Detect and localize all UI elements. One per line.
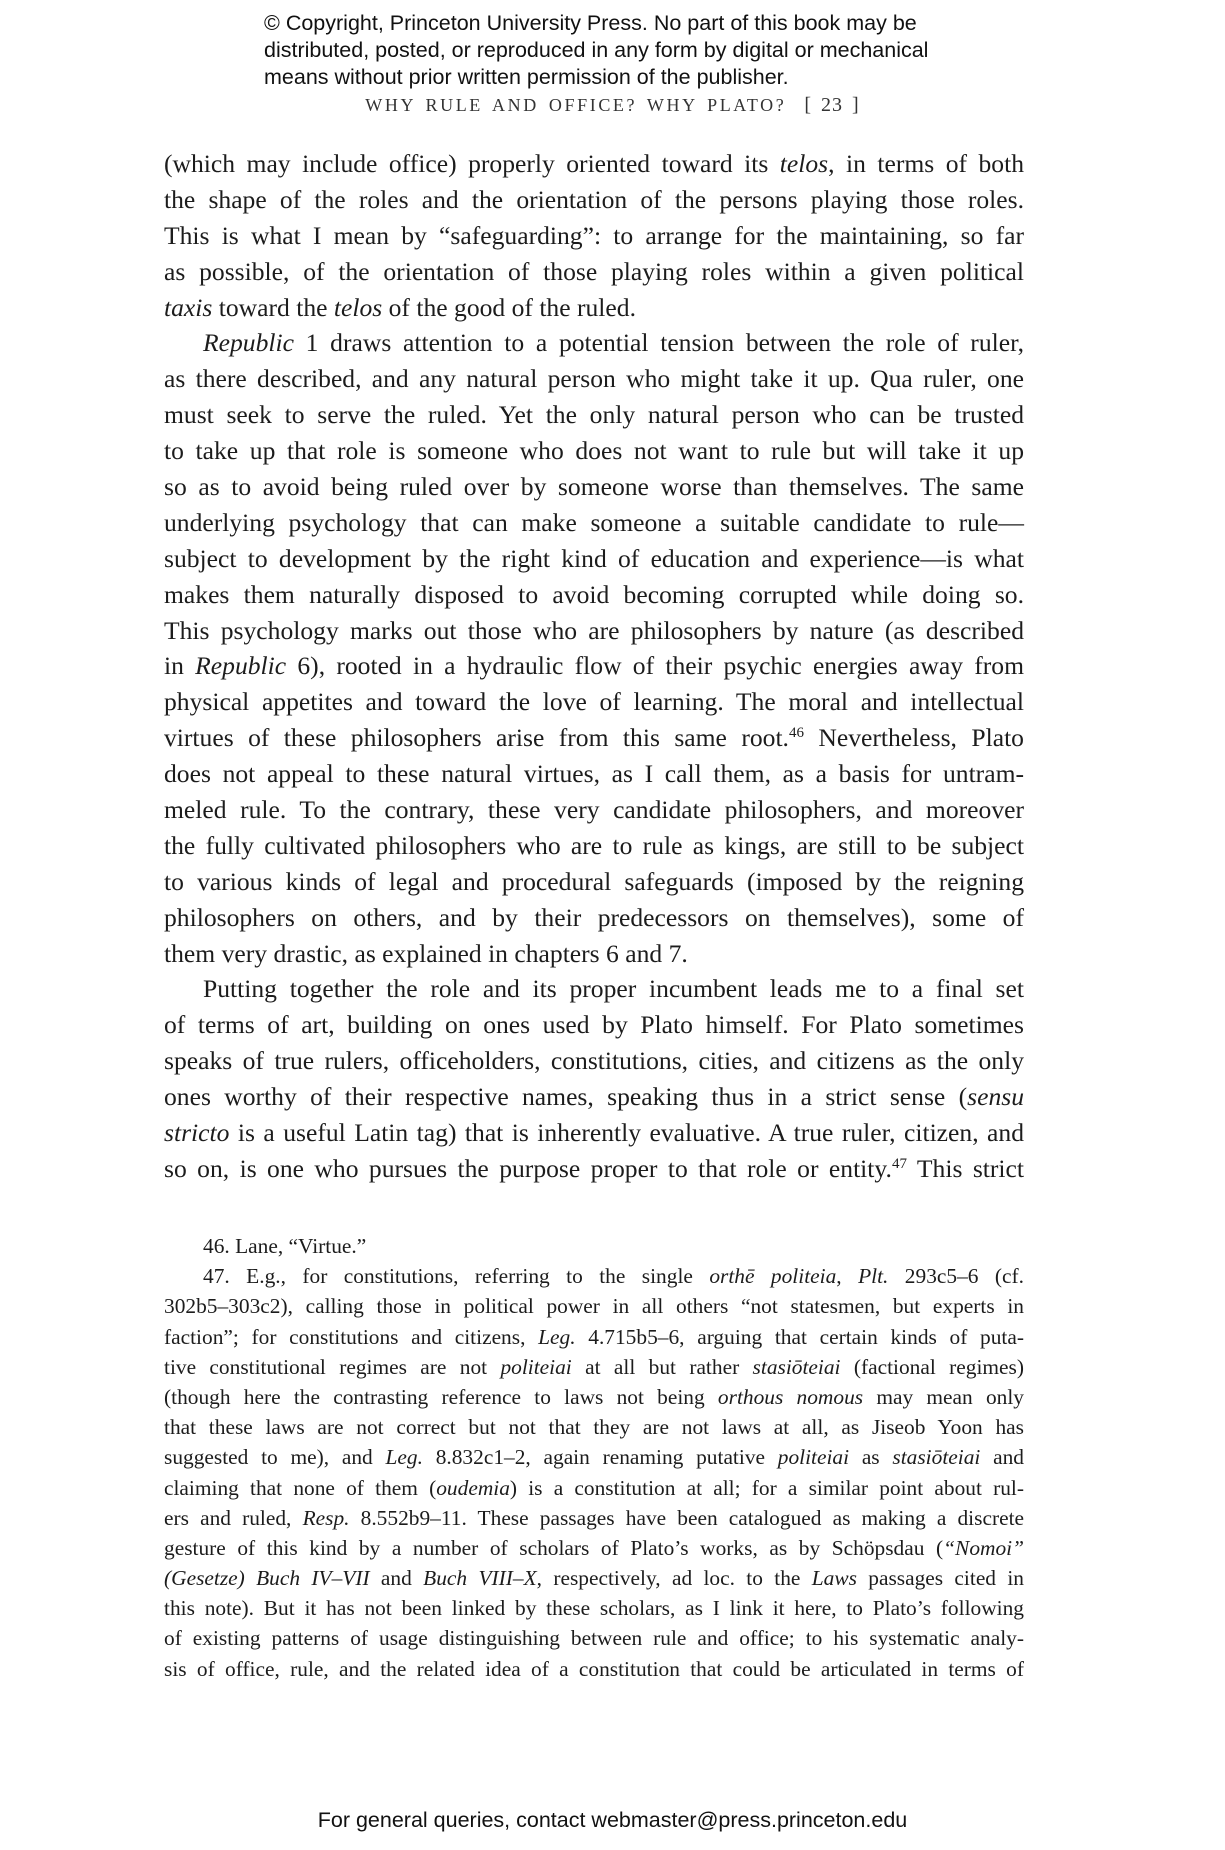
- footnote-line: claiming that none of them (oudemia) is a constitution at all; for a similar point about rul-: [164, 1475, 1024, 1500]
- body-line: in Republic 6), rooted in a hydraulic flow of their psychic energies away from: [164, 651, 1024, 681]
- footnote-line: (though here the contrasting reference to laws not being orthous nomous may mean only: [164, 1384, 1024, 1409]
- body-line: makes them naturally disposed to avoid becoming corrupted while doing so.: [164, 579, 1024, 609]
- body-line: meled rule. To the contrary, these very candidate philosophers, and moreover: [164, 795, 1024, 825]
- body-line: philosophers on others, and by their predecessors on themselves), some of: [164, 902, 1024, 932]
- body-line: of terms of art, building on ones used by Plato himself. For Plato sometimes: [164, 1010, 1024, 1040]
- footnote-line: gesture of this kind by a number of scholars of Plato’s works, as by Schöpsdau (“Nomoi”: [164, 1535, 1024, 1560]
- body-line: the shape of the roles and the orientation of the persons playing those roles.: [164, 184, 1024, 214]
- footnote-line: 302b5–303c2), calling those in political power in all others “not statesmen, but experts in: [164, 1294, 1024, 1319]
- footnote-line: ers and ruled, Resp. 8.552b9–11. These passages have been catalogued as making a discrete: [164, 1505, 1025, 1530]
- footnote-line: this note). But it has not been linked by these scholars, as I link it here, to Plato’s following: [164, 1596, 1024, 1621]
- body-line: so on, is one who pursues the purpose proper to that role or entity.$^{47}$ This strict: [164, 1153, 1024, 1183]
- body-line: so as to avoid being ruled over by someone worse than themselves. The same: [164, 472, 1024, 502]
- body-line: Putting together the role and its proper incumbent leads me to a final set: [203, 974, 1024, 1004]
- footnote-line: 47. E.g., for constitutions, referring to the single orthē politeia, Plt. 293c5–6 (cf.: [203, 1264, 1024, 1289]
- body-line: speaks of true rulers, officeholders, constitutions, cities, and citizens as the only: [164, 1046, 1024, 1076]
- footnote-line: of existing patterns of usage distinguishing between rule and office; to his systematic analy-: [164, 1626, 1024, 1651]
- running-head-title: WHY RULE AND OFFICE? WHY PLATO?: [365, 95, 787, 115]
- footnote-line: (Gesetze) Buch IV–VII and Buch VIII–X, respectively, ad loc. to the Laws passages cited in: [164, 1566, 1024, 1591]
- footnote-line: tive constitutional regimes are not politeiai at all but rather stasiōteiai (factional regimes): [164, 1354, 1024, 1379]
- body-line: must seek to serve the ruled. Yet the only natural person who can be trusted: [164, 400, 1024, 430]
- body-line: as possible, of the orientation of those playing roles within a given political: [164, 256, 1024, 286]
- body-line: physical appetites and toward the love of learning. The moral and intellectual: [164, 687, 1024, 717]
- copyright-line-2: distributed, posted, or reproduced in any form by digital or mechanical: [264, 38, 929, 62]
- body-text: [164, 146, 1024, 1187]
- body-line: underlying psychology that can make someone a suitable candidate to rule—: [164, 507, 1024, 537]
- body-line: to take up that role is someone who does not want to rule but will take it up: [164, 436, 1024, 466]
- body-line: the fully cultivated philosophers who are to rule as kings, are still to be subject: [164, 830, 1024, 860]
- body-line: taxis toward the telos of the good of the ruled.: [164, 292, 636, 322]
- body-line: Republic 1 draws attention to a potential tension between the role of ruler,: [203, 328, 1024, 358]
- footer-contact: For general queries, contact webmaster@press.princeton.edu: [317, 1808, 908, 1832]
- running-head: [0, 94, 1225, 117]
- body-line: (which may include office) properly oriented toward its telos, in terms of both: [164, 149, 1024, 178]
- page-number: [ 23 ]: [804, 94, 860, 116]
- body-line: to various kinds of legal and procedural safeguards (imposed by the reigning: [164, 866, 1024, 896]
- footnote-line: that these laws are not correct but not that they are not laws at all, as Jiseob Yoon has: [164, 1415, 1024, 1440]
- body-line: ones worthy of their respective names, speaking thus in a strict sense (sensu: [164, 1082, 1024, 1112]
- footnote-line: sis of office, rule, and the related idea of a constitution that could be articulated in terms of: [164, 1656, 1024, 1681]
- footnotes: [164, 1231, 1024, 1684]
- body-line: This is what I mean by “safeguarding”: to arrange for the maintaining, so far: [164, 220, 1024, 250]
- body-line: does not appeal to these natural virtues, as I call them, as a basis for untram-: [164, 759, 1024, 789]
- copyright-line-3: means without prior written permission of the publisher.: [264, 65, 789, 89]
- body-line: subject to development by the right kind of education and experience—is what: [164, 543, 1024, 573]
- body-line: them very drastic, as explained in chapters 6 and 7.: [164, 938, 688, 968]
- copyright-line-1: © Copyright, Princeton University Press. No part of this book may be: [264, 11, 917, 35]
- footnote-line: faction”; for constitutions and citizens, Leg. 4.715b5–6, arguing that certain kinds of puta-: [164, 1324, 1024, 1349]
- body-line: stricto is a useful Latin tag) that is inherently evaluative. A true ruler, citizen, and: [164, 1118, 1024, 1148]
- body-line: This psychology marks out those who are philosophers by nature (as described: [164, 615, 1024, 645]
- body-line: as there described, and any natural person who might take it up. Qua ruler, one: [164, 364, 1024, 394]
- footnote-line: 46. Lane, “Virtue.”: [203, 1234, 367, 1258]
- copyright-notice: [264, 10, 984, 91]
- body-line: virtues of these philosophers arise from this same root.$^{46}$ Nevertheless, Plato: [164, 723, 1024, 753]
- footnote-line: suggested to me), and Leg. 8.832c1–2, again renaming putative politeiai as stasiōteiai and: [164, 1445, 1024, 1470]
